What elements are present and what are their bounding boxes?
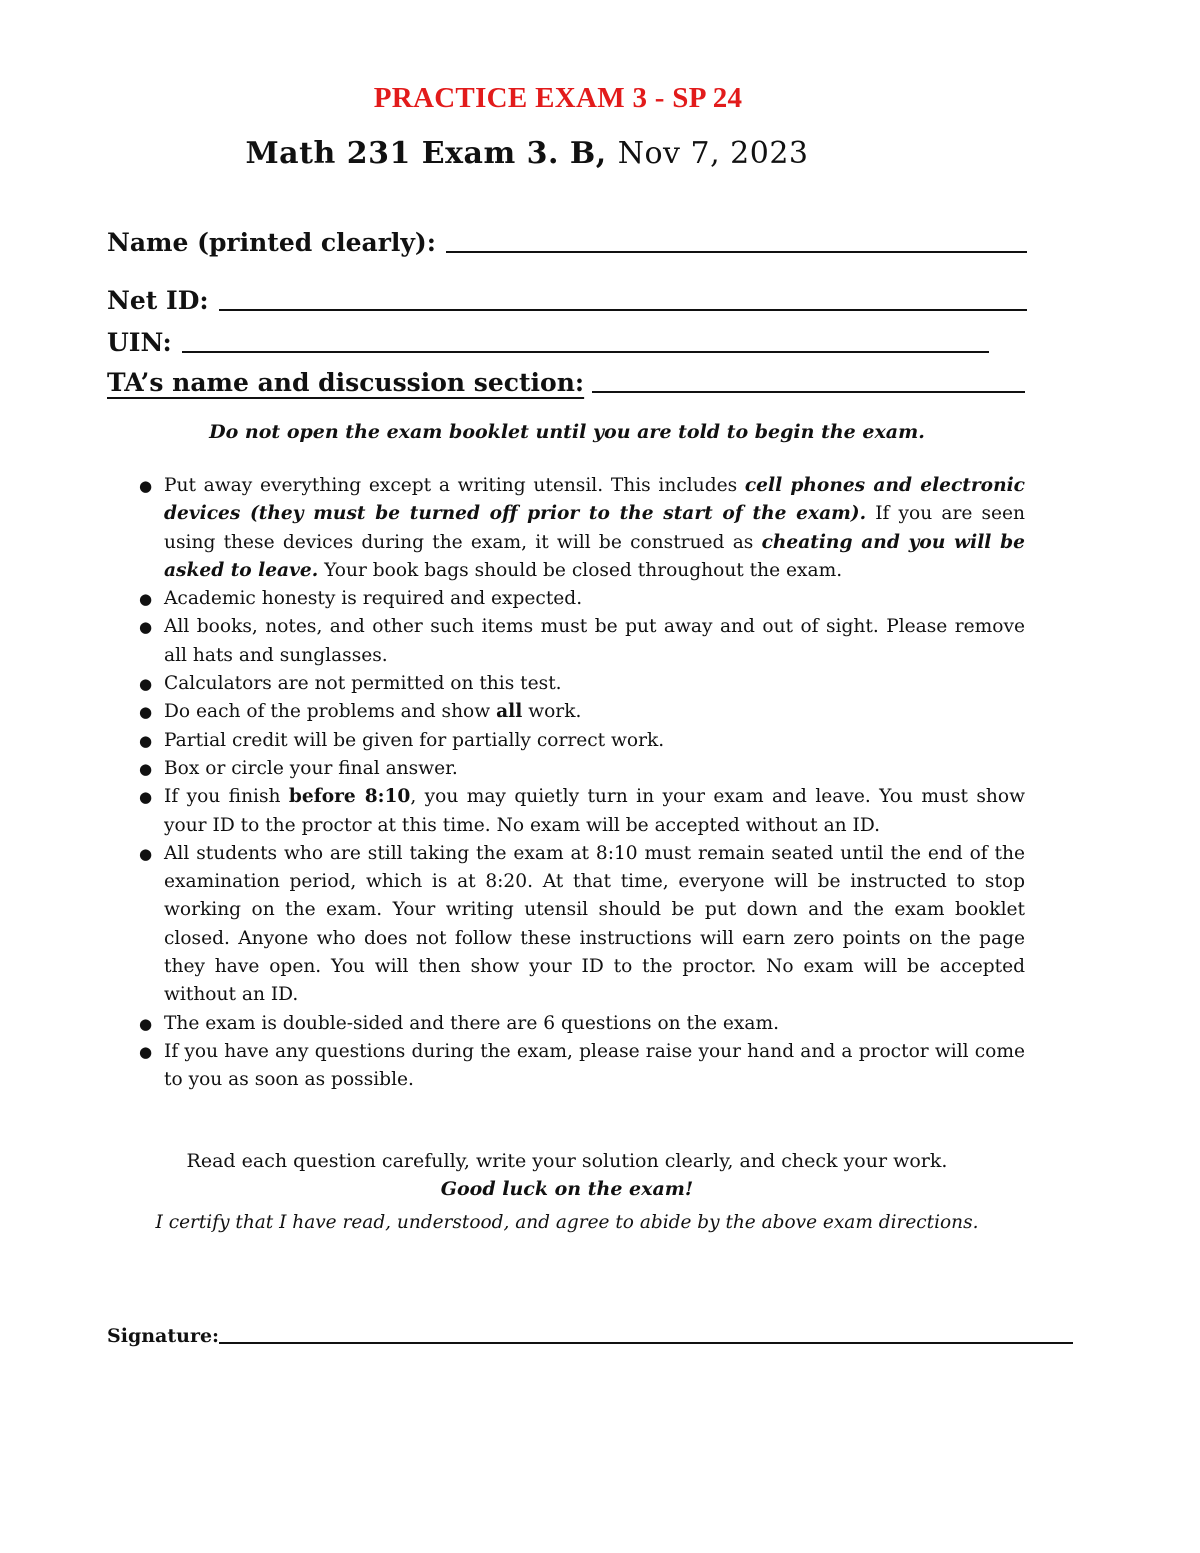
uin-field — [107, 328, 989, 357]
bullet-icon: ● — [139, 1042, 153, 1061]
rule-text: Box or circle your final answer. — [164, 757, 458, 779]
rule-text: Partial credit will be given for partially correct work. — [164, 729, 665, 751]
rule-text: Do each of the problems and show — [164, 701, 497, 723]
rule-item — [137, 670, 1025, 698]
rule-item — [137, 698, 1025, 726]
ta-field — [107, 368, 1025, 397]
bullet-icon: ● — [139, 477, 153, 495]
read-carefully-note: Read each question carefully, write your solution clearly, and check your work. — [186, 1150, 948, 1172]
certification-statement: I certify that I have read, understood, and agree to abide by the above exam directions. — [155, 1212, 979, 1233]
ta-label: TA’s name and discussion section: — [107, 368, 585, 397]
rule-item — [137, 472, 1025, 585]
rule-text: work. — [522, 701, 582, 723]
rule-emphasis: before 8:10 — [288, 786, 411, 808]
rule-text: If you have any questions during the exam, please raise your hand and a proctor will come to you as soon as possible. — [164, 1040, 1025, 1091]
name-blank[interactable] — [446, 229, 1027, 253]
exam-title — [0, 136, 1054, 171]
name-field — [107, 228, 1027, 257]
bullet-icon: ● — [139, 590, 153, 609]
practice-exam-title: PRACTICE EXAM 3 - SP 24 — [373, 82, 743, 114]
bullet-icon: ● — [139, 731, 153, 750]
rule-item — [137, 1010, 1025, 1038]
rule-item — [137, 585, 1025, 613]
bullet-icon: ● — [139, 618, 153, 637]
bullet-icon: ● — [139, 788, 153, 807]
netid-field — [107, 286, 1027, 315]
rule-text: Academic honesty is required and expected. — [164, 588, 583, 610]
exam-date: Nov 7, 2023 — [617, 136, 809, 171]
bullet-icon: ● — [139, 844, 153, 863]
rule-text: If you are seen using these devices during the exam, it will be construed as — [164, 503, 1026, 553]
rule-item — [137, 1038, 1025, 1095]
rule-text: Calculators are not permitted on this test. — [164, 673, 562, 695]
good-luck-note: Good luck on the exam! — [440, 1178, 694, 1200]
bullet-icon: ● — [139, 703, 153, 722]
rule-item — [137, 783, 1025, 840]
rule-item — [137, 840, 1025, 1010]
rule-text: , you may quietly turn in your exam and leave. You must show your ID to the proctor at this time. No exam will be accepted without an ID. — [164, 786, 1025, 836]
signature-label: Signature: — [107, 1325, 220, 1347]
name-label: Name (printed clearly): — [107, 228, 436, 257]
rule-emphasis: cell phones and electronic devices (they must be turned off prior to the start of the exam). — [164, 475, 1025, 525]
rule-item — [137, 727, 1025, 755]
rule-item — [137, 755, 1025, 783]
rule-text: All books, notes, and other such items must be put away and out of sight. Please remove all hats and sunglasses. — [164, 616, 1025, 666]
rule-text: Put away everything except a writing utensil. This includes — [164, 475, 745, 496]
ta-blank[interactable] — [592, 369, 1025, 393]
rule-emphasis: all — [496, 701, 523, 723]
bullet-icon: ● — [139, 759, 153, 778]
do-not-open-notice: Do not open the exam booklet until you are told to begin the exam. — [209, 421, 925, 443]
rule-text: Your book bags should be closed throughout the exam. — [318, 559, 843, 581]
uin-blank[interactable] — [182, 329, 989, 353]
exam-title-course: Math 231 Exam 3. B, — [245, 136, 607, 171]
signature-blank[interactable] — [219, 1324, 1073, 1344]
rule-text: The exam is double-sided and there are 6 questions on the exam. — [164, 1012, 780, 1034]
netid-label: Net ID: — [107, 286, 209, 315]
bullet-icon: ● — [139, 1014, 153, 1033]
signature-field — [107, 1324, 1073, 1347]
rule-emphasis: cheating and you will be asked to leave. — [164, 531, 1025, 581]
uin-label: UIN: — [107, 328, 172, 357]
rule-text: If you finish — [164, 786, 289, 808]
bullet-icon: ● — [139, 675, 153, 694]
rule-item — [137, 613, 1025, 670]
netid-blank[interactable] — [219, 287, 1027, 311]
rule-text: All students who are still taking the exam at 8:10 must remain seated until the end of the examination period, which is at 8:20. At that time, everyone will be instructed to stop working on the exam. Your writing utensil should be put down and the exam booklet closed. Anyone who does not follow these instructions will earn zero points on the page they have open. You will then show your ID to the proctor. No exam will be accepted without an ID. — [164, 842, 1025, 1006]
exam-rules-list — [137, 472, 1025, 1095]
